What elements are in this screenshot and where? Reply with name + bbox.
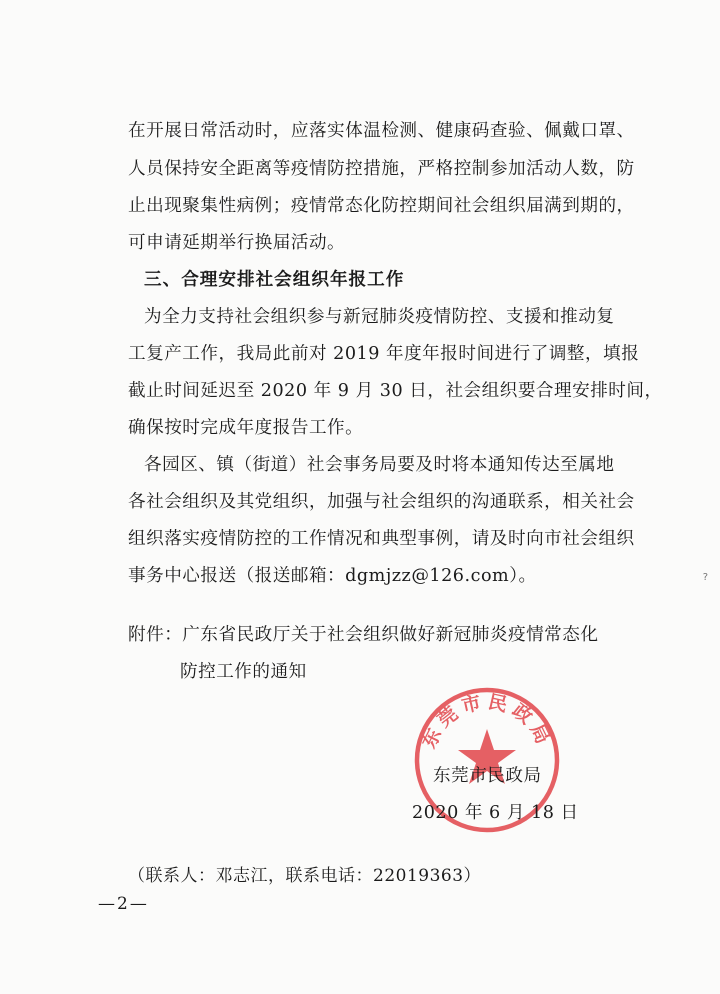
- section3-heading: 三、合理安排社会组织年报工作: [144, 270, 405, 290]
- section3-line1: 为全力支持社会组织参与新冠肺炎疫情防控、支援和推动复: [144, 307, 615, 327]
- section3-line4: 确保按时完成年度报告工作。: [128, 418, 364, 438]
- contact-info: （联系人：邓志江，联系电话：22019363）: [128, 866, 482, 886]
- section3-line2: 工复产工作，我局此前对 2019 年度年报时间进行了调整，填报: [128, 344, 640, 364]
- margin-mark: ?: [702, 572, 708, 583]
- seal-arc-textpath: 东莞市民政局: [417, 690, 557, 752]
- issue-date: 2020 年 6 月 18 日: [412, 803, 579, 823]
- notice-line4: 事务中心报送（报送邮箱：dgmjzz@126.com）。: [128, 566, 537, 586]
- section3-line3: 截止时间延迟至 2020 年 9 月 30 日，社会组织要合理安排时间，: [128, 381, 663, 401]
- paragraph1-line1: 在开展日常活动时，应落实体温检测、健康码查验、佩戴口罩、: [128, 121, 635, 141]
- attachment-line1: 附件：广东省民政厅关于社会组织做好新冠肺炎疫情常态化: [128, 625, 599, 645]
- notice-line3: 组织落实疫情防控的工作情况和典型事例，请及时向市社会组织: [128, 529, 635, 549]
- notice-line1: 各园区、镇（街道）社会事务局要及时将本通知传达至属地: [144, 455, 615, 475]
- attachment-line2: 防控工作的通知: [180, 662, 307, 682]
- paragraph1-line4: 可申请延期举行换届活动。: [128, 233, 346, 253]
- issuer-name: 东莞市民政局: [433, 766, 542, 786]
- paragraph1-line2: 人员保持安全距离等疫情防控措施，严格控制参加活动人数，防: [128, 159, 635, 179]
- notice-line2: 各社会组织及其党组织，加强与社会组织的沟通联系，相关社会: [128, 492, 635, 512]
- page-number: —2—: [98, 894, 149, 914]
- paragraph1-line3: 止出现聚集性病例；疫情常态化防控期间社会组织届满到期的，: [128, 196, 635, 216]
